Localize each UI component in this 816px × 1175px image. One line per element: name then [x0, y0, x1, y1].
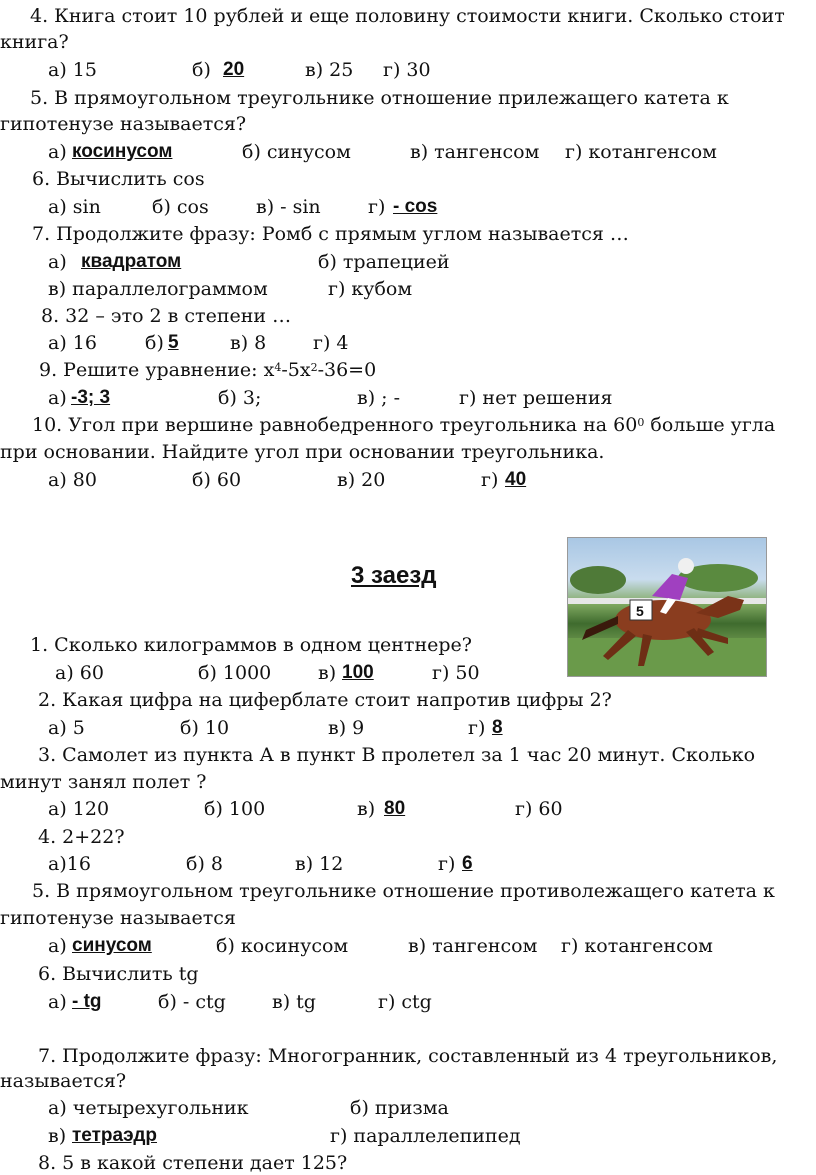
line-text: 5. В прямоугольном треугольнике отношение прилежащего катета к	[30, 87, 729, 109]
line-text: б) 100	[204, 798, 266, 820]
line-text: б) косинусом	[216, 935, 349, 957]
line-text: минут занял полет ?	[0, 771, 207, 793]
line-text: 9. Решите уравнение: $x^4-5x^2-36=0$	[39, 359, 377, 381]
line-text: б) призма	[350, 1097, 449, 1119]
line-text: в) tg	[272, 991, 316, 1013]
correct-answer: 20	[223, 59, 245, 80]
line-text: в) 12	[295, 853, 344, 875]
line-text: г) 50	[432, 662, 480, 684]
line-text: г) 60	[515, 798, 563, 820]
correct-answer: 6	[462, 853, 473, 874]
line-text: 6. Вычислить cos	[32, 168, 205, 190]
line-text: а)	[48, 387, 67, 409]
line-text: г) параллелепипед	[330, 1125, 521, 1147]
correct-answer: - tg	[72, 991, 102, 1012]
line-text: 1. Сколько килограммов в одном центнере?	[30, 634, 472, 656]
line-text: 7. Продолжите фразу: Ромб с прямым углом называется …	[32, 223, 629, 245]
line-text: а) 120	[48, 798, 110, 820]
line-text: в) ; -	[357, 387, 401, 409]
line-text: г) котангенсом	[565, 141, 717, 163]
correct-answer: синусом	[72, 935, 152, 956]
line-text: г) нет решения	[459, 387, 613, 409]
line-text: а)	[48, 251, 67, 273]
line-text: г)	[438, 853, 456, 875]
line-text: а) четырехугольник	[48, 1097, 249, 1119]
correct-answer: -3; 3	[71, 387, 111, 408]
correct-answer: тетраэдр	[72, 1125, 158, 1146]
line-text: гипотенузе называется?	[0, 113, 247, 135]
line-text: 4. 2+22?	[38, 826, 125, 848]
line-text: а) 15	[48, 59, 97, 81]
line-text: называется?	[0, 1070, 127, 1092]
line-text: а)	[48, 141, 67, 163]
line-text: 6. Вычислить tg	[38, 963, 199, 985]
line-text: в)	[357, 798, 376, 820]
line-text: а) 5	[48, 717, 85, 739]
line-text: а) 16	[48, 332, 97, 354]
line-text: б) - ctg	[158, 991, 226, 1013]
line-text: г) кубом	[328, 278, 413, 300]
line-text: 4. Книга стоит 10 рублей и еще половину стоимости книги. Сколько стоит	[30, 5, 785, 27]
line-text: б) 3;	[218, 387, 262, 409]
line-text: в) 8	[230, 332, 267, 354]
line-text: б) 1000	[198, 662, 272, 684]
line-text: в)	[48, 1125, 67, 1147]
correct-answer: 8	[492, 717, 503, 738]
line-text: в) тангенсом	[408, 935, 538, 957]
line-text: 5. В прямоугольном треугольнике отношение противолежащего катета к	[32, 880, 775, 902]
correct-answer: 40	[505, 469, 527, 490]
horse-rider-illustration	[568, 538, 766, 676]
line-text: б) 10	[180, 717, 230, 739]
line-text: г)	[368, 196, 386, 218]
correct-answer: косинусом	[72, 141, 173, 162]
line-text: гипотенузе называется	[0, 907, 236, 929]
line-text: б)	[192, 59, 211, 81]
correct-answer: 5	[168, 332, 179, 353]
line-text: 3. Самолет из пункта А в пункт В пролетел за 1 час 20 минут. Сколько	[38, 744, 756, 766]
line-text: а) sin	[48, 196, 101, 218]
line-text: в)	[318, 662, 337, 684]
line-text: б) cos	[152, 196, 209, 218]
line-text: г)	[481, 469, 499, 491]
line-text: а) 80	[48, 469, 97, 491]
correct-answer: квадратом	[81, 251, 182, 272]
line-text: при основании. Найдите угол при основании треугольника.	[0, 441, 605, 463]
line-text: 8. 32 – это 2 в степени …	[41, 305, 292, 327]
line-text: а)	[48, 991, 67, 1013]
line-text: 7. Продолжите фразу: Многогранник, составленный из 4 треугольников,	[38, 1045, 778, 1067]
correct-answer: 100	[342, 662, 374, 683]
line-text: книга?	[0, 31, 69, 53]
line-text: а) 60	[55, 662, 104, 684]
line-text: а)	[48, 935, 67, 957]
line-text: 2. Какая цифра на циферблате стоит напротив цифры 2?	[38, 689, 612, 711]
saddle-number: 5	[636, 603, 644, 619]
horse-race-photo	[567, 537, 767, 677]
line-text: б) синусом	[242, 141, 351, 163]
line-text: б) 60	[192, 469, 242, 491]
section-heading: 3 заезд	[351, 562, 437, 589]
line-text: в) 9	[328, 717, 365, 739]
line-text: б) трапецией	[318, 251, 450, 273]
line-text: г) ctg	[378, 991, 432, 1013]
line-text: а)16	[48, 853, 91, 875]
line-text: 8. 5 в какой степени дает 125?	[38, 1152, 348, 1174]
line-text: г) котангенсом	[561, 935, 713, 957]
line-text: г) 30	[383, 59, 431, 81]
line-text: в) параллелограммом	[48, 278, 268, 300]
correct-answer: - cos	[393, 196, 438, 217]
line-text: б)	[145, 332, 164, 354]
line-text: в) 20	[337, 469, 386, 491]
line-text: г)	[468, 717, 486, 739]
line-text: б) 8	[186, 853, 223, 875]
line-text: в) - sin	[256, 196, 321, 218]
correct-answer: 80	[384, 798, 406, 819]
line-text: 10. Угол при вершине равнобедренного треугольника на $60^0$ больше угла	[32, 414, 776, 436]
line-text: в) 25	[305, 59, 354, 81]
line-text: в) тангенсом	[410, 141, 540, 163]
line-text: г) 4	[313, 332, 349, 354]
